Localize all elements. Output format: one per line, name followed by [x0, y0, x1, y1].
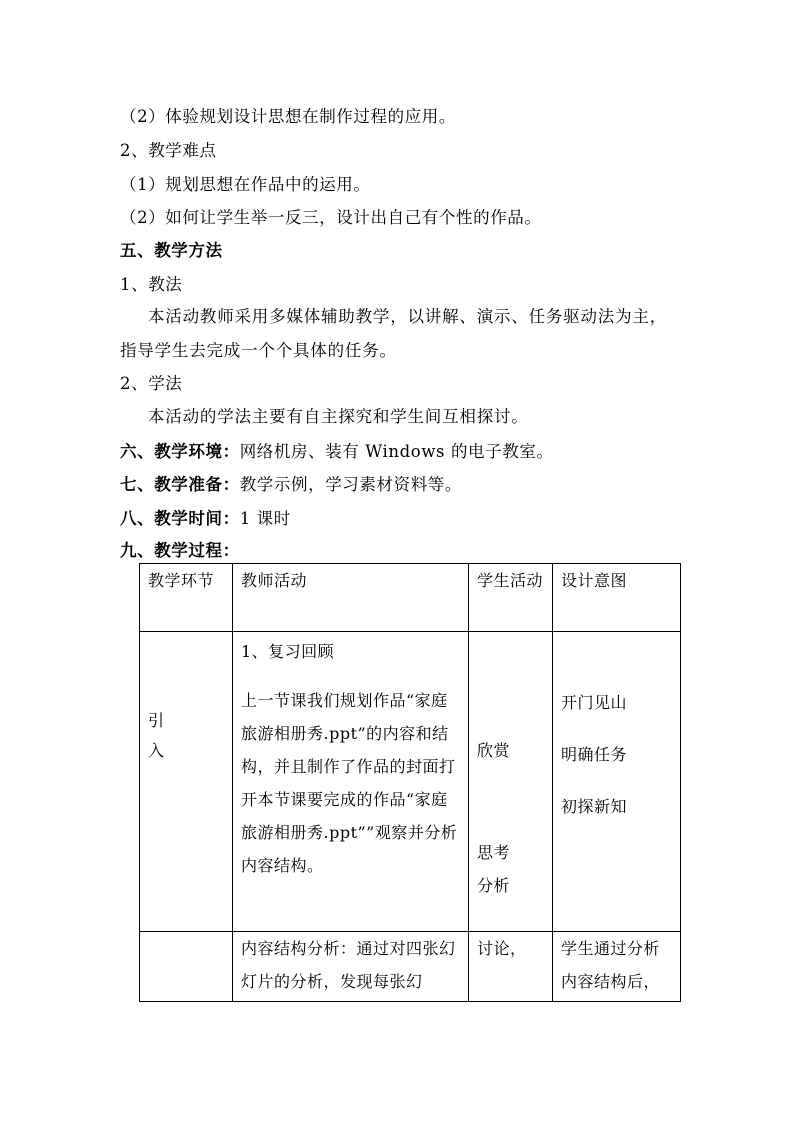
teacher-review-body: 上一节课我们规划作品“家庭旅游相册秀.ppt”的内容和结构，并且制作了作品的封面打开本节课要完成的作品“家庭旅游相册秀.ppt””观察并分析内容结构。: [241, 691, 458, 875]
cell-design-intent: [553, 632, 681, 932]
line-difficulty-heading: 2、教学难点: [120, 141, 217, 160]
header-stage: 教学环节: [140, 564, 233, 632]
section-heading-preparation: 七、教学准备：: [120, 475, 240, 494]
line-difficulty-1: （1）规划思想在作品中的运用。: [120, 175, 371, 194]
cell-teacher-review: [233, 632, 469, 932]
paragraph-learning-method: 本活动的学法主要有自主探究和学生间互相探讨。: [148, 407, 529, 426]
student-activity-3: 分析: [477, 876, 511, 895]
stage-intro-line1: 引: [148, 711, 165, 730]
table-header-row: [140, 564, 681, 632]
design-intent-1: 开门见山: [561, 693, 628, 712]
design-intent-3: 初探新知: [561, 797, 628, 816]
line-difficulty-2: （2）如何让学生举一反三，设计出自己有个性的作品。: [120, 208, 542, 227]
cell-intent-analysis: 学生通过分析内容结构后，: [553, 932, 681, 1002]
line-learning-method-heading: 2、学法: [120, 374, 183, 393]
section-heading-methods: 五、教学方法: [120, 241, 223, 260]
section-heading-process: 九、教学过程：: [120, 541, 240, 560]
stage-intro-line2: 入: [148, 741, 165, 760]
header-student-activity: 学生活动: [469, 564, 553, 632]
cell-teacher-analysis: 内容结构分析：通过对四张幻灯片的分析，发现每张幻: [233, 932, 469, 1002]
table-row: [140, 632, 681, 932]
teacher-review-title: 1、复习回顾: [241, 642, 335, 661]
table-row: [140, 932, 681, 1002]
line-experience-goal: （2）体验规划设计思想在制作过程的应用。: [120, 107, 456, 126]
header-teacher-activity: 教师活动: [233, 564, 469, 632]
cell-stage-intro: [140, 632, 233, 932]
teaching-process-table: [139, 563, 681, 1002]
cell-stage-empty: [140, 932, 233, 1002]
line-teaching-method-heading: 1、教法: [120, 275, 183, 294]
section-heading-environment: 六、教学环境：: [120, 442, 240, 461]
design-intent-2: 明确任务: [561, 745, 628, 764]
cell-student-activity: [469, 632, 553, 932]
cell-student-discussion: 讨论，: [469, 932, 553, 1002]
student-activity-2: 思考: [477, 843, 511, 862]
time-text: 1 课时: [239, 509, 291, 528]
section-heading-time: 八、教学时间：: [120, 509, 240, 528]
section-environment: [120, 442, 554, 462]
section-time: [120, 509, 291, 529]
student-activity-1: 欣赏: [477, 741, 511, 760]
preparation-text: 教学示例，学习素材资料等。: [239, 475, 463, 494]
environment-text: 网络机房、装有 Windows 的电子教室。: [239, 442, 554, 461]
paragraph-teaching-method: 本活动教师采用多媒体辅助教学，以讲解、演示、任务驱动法为主，指导学生去完成一个个具体的任务。: [120, 307, 667, 360]
header-design-intent: 设计意图: [553, 564, 681, 632]
section-preparation: [120, 475, 462, 495]
